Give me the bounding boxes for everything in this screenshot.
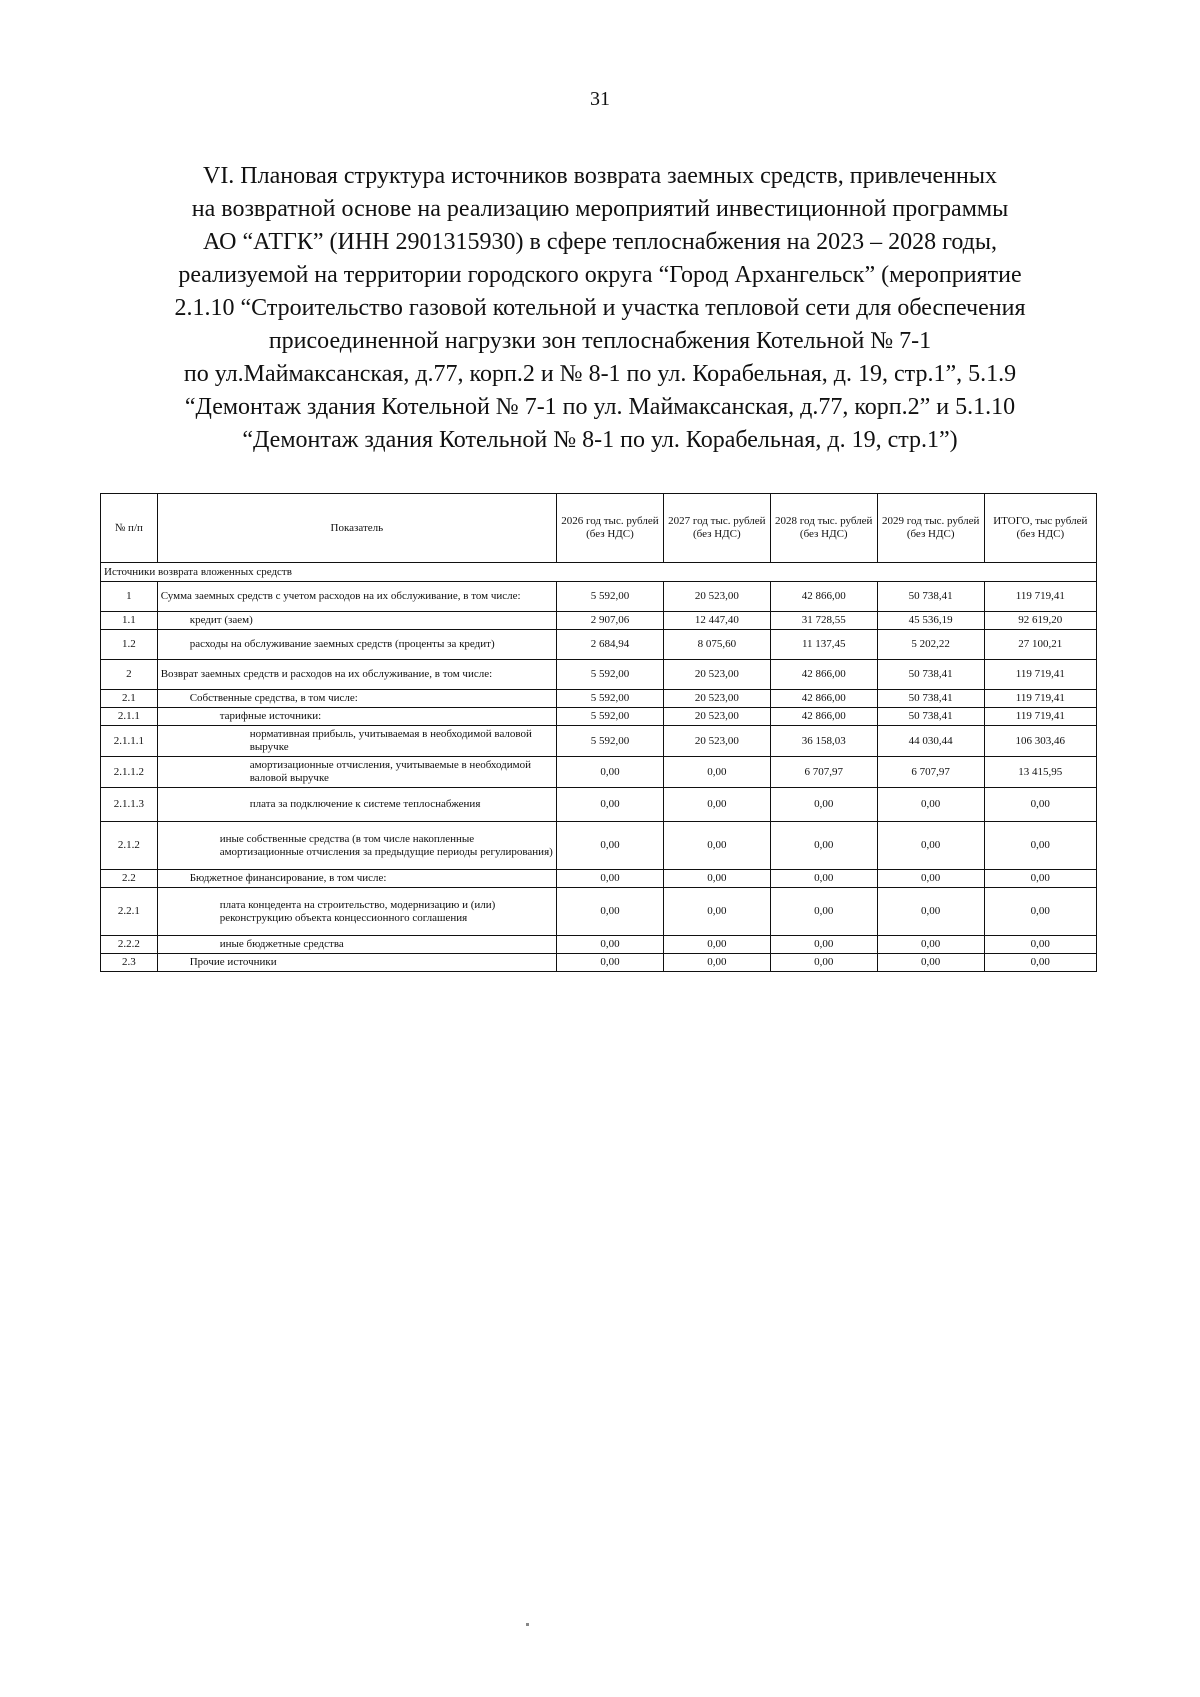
value-total: 119 719,41 xyxy=(984,660,1096,690)
value-2028: 11 137,45 xyxy=(770,630,877,660)
table-row xyxy=(101,612,1097,630)
title-line: присоединенной нагрузки зон теплоснабжения Котельной № 7-1 xyxy=(268,328,932,354)
header-2027: 2027 год тыс. рублей (без НДС) xyxy=(663,494,770,563)
row-label: Возврат заемных средств и расходов на их обслуживание, в том числе: xyxy=(157,660,556,690)
row-number: 2.2.1 xyxy=(101,888,158,936)
value-total: 27 100,21 xyxy=(984,630,1096,660)
table-row xyxy=(101,936,1097,954)
value-2028: 0,00 xyxy=(770,936,877,954)
sources-table xyxy=(100,493,1097,972)
value-2029: 0,00 xyxy=(877,870,984,888)
value-total: 0,00 xyxy=(984,954,1096,972)
title-line: АО “АТГК” (ИНН 2901315930) в сфере теплоснабжения на 2023 – 2028 годы, xyxy=(202,229,997,255)
row-number: 2.1.1.3 xyxy=(101,788,158,822)
value-total: 13 415,95 xyxy=(984,757,1096,788)
value-2026: 2 907,06 xyxy=(556,612,663,630)
row-label: тарифные источники: xyxy=(157,708,556,726)
title-line: “Демонтаж здания Котельной № 8-1 по ул. Корабельная, д. 19, стр.1”) xyxy=(242,427,958,453)
table-row xyxy=(101,582,1097,612)
row-number: 1.2 xyxy=(101,630,158,660)
value-2029: 45 536,19 xyxy=(877,612,984,630)
header-2026: 2026 год тыс. рублей (без НДС) xyxy=(556,494,663,563)
value-2029: 50 738,41 xyxy=(877,708,984,726)
value-2029: 0,00 xyxy=(877,822,984,870)
value-2028: 42 866,00 xyxy=(770,660,877,690)
row-label: иные собственные средства (в том числе накопленные амортизационные отчисления за предыдущие периоды регулирования) xyxy=(157,822,556,870)
value-2029: 0,00 xyxy=(877,888,984,936)
value-2028: 0,00 xyxy=(770,888,877,936)
title-line: на возвратной основе на реализацию мероприятий инвестиционной программы xyxy=(191,196,1009,222)
row-number: 2.2.2 xyxy=(101,936,158,954)
header-num: № п/п xyxy=(101,494,158,563)
title-line: реализуемой на территории городского округа “Город Архангельск” (мероприятие xyxy=(178,262,1022,288)
value-2027: 0,00 xyxy=(663,822,770,870)
value-2028: 31 728,55 xyxy=(770,612,877,630)
value-total: 119 719,41 xyxy=(984,708,1096,726)
value-2026: 0,00 xyxy=(556,954,663,972)
value-2027: 20 523,00 xyxy=(663,726,770,757)
value-2027: 20 523,00 xyxy=(663,690,770,708)
value-total: 0,00 xyxy=(984,888,1096,936)
scan-dot xyxy=(526,1623,529,1626)
value-2029: 50 738,41 xyxy=(877,690,984,708)
table-row xyxy=(101,822,1097,870)
value-2027: 8 075,60 xyxy=(663,630,770,660)
row-label: Прочие источники xyxy=(157,954,556,972)
value-2026: 5 592,00 xyxy=(556,690,663,708)
value-2026: 5 592,00 xyxy=(556,582,663,612)
row-label: иные бюджетные средства xyxy=(157,936,556,954)
value-2026: 5 592,00 xyxy=(556,726,663,757)
value-2026: 0,00 xyxy=(556,888,663,936)
value-total: 119 719,41 xyxy=(984,690,1096,708)
value-2028: 0,00 xyxy=(770,822,877,870)
row-label: нормативная прибыль, учитываемая в необходимой валовой выручке xyxy=(157,726,556,757)
value-2028: 0,00 xyxy=(770,870,877,888)
table-row xyxy=(101,690,1097,708)
row-number: 2.2 xyxy=(101,870,158,888)
header-2029: 2029 год тыс. рублей (без НДС) xyxy=(877,494,984,563)
table-row xyxy=(101,788,1097,822)
row-number: 2.1.2 xyxy=(101,822,158,870)
value-2026: 0,00 xyxy=(556,757,663,788)
value-2029: 0,00 xyxy=(877,936,984,954)
table-row xyxy=(101,757,1097,788)
value-2028: 36 158,03 xyxy=(770,726,877,757)
value-2027: 20 523,00 xyxy=(663,660,770,690)
row-number: 2 xyxy=(101,660,158,690)
row-number: 2.1.1 xyxy=(101,708,158,726)
table-row xyxy=(101,954,1097,972)
value-2027: 0,00 xyxy=(663,757,770,788)
value-2028: 42 866,00 xyxy=(770,690,877,708)
section-title: Источники возврата вложенных средств xyxy=(101,563,1097,582)
table-row xyxy=(101,870,1097,888)
section-row xyxy=(101,563,1097,582)
row-label: Собственные средства, в том числе: xyxy=(157,690,556,708)
table-row xyxy=(101,726,1097,757)
row-number: 1 xyxy=(101,582,158,612)
title-line: “Демонтаж здания Котельной № 7-1 по ул. Маймаксанская, д.77, корп.2” и 5.1.10 xyxy=(184,394,1016,420)
value-2029: 5 202,22 xyxy=(877,630,984,660)
table-row xyxy=(101,708,1097,726)
value-2028: 42 866,00 xyxy=(770,582,877,612)
value-2026: 5 592,00 xyxy=(556,660,663,690)
value-2029: 6 707,97 xyxy=(877,757,984,788)
value-2027: 20 523,00 xyxy=(663,582,770,612)
value-2027: 20 523,00 xyxy=(663,708,770,726)
value-total: 0,00 xyxy=(984,788,1096,822)
title-line: 2.1.10 “Строительство газовой котельной и участка тепловой сети для обеспечения xyxy=(174,295,1026,321)
value-2027: 0,00 xyxy=(663,870,770,888)
value-total: 0,00 xyxy=(984,870,1096,888)
title-line: по ул.Маймаксанская, д.77, корп.2 и № 8-1 по ул. Корабельная, д. 19, стр.1”, 5.1.9 xyxy=(183,361,1017,387)
value-2028: 6 707,97 xyxy=(770,757,877,788)
value-2029: 0,00 xyxy=(877,788,984,822)
value-total: 0,00 xyxy=(984,822,1096,870)
value-2026: 0,00 xyxy=(556,822,663,870)
value-2026: 5 592,00 xyxy=(556,708,663,726)
row-label: плата за подключение к системе теплоснабжения xyxy=(157,788,556,822)
value-2029: 50 738,41 xyxy=(877,582,984,612)
document-title xyxy=(100,160,1100,457)
table-row xyxy=(101,660,1097,690)
row-number: 2.3 xyxy=(101,954,158,972)
value-2026: 0,00 xyxy=(556,936,663,954)
value-2026: 0,00 xyxy=(556,788,663,822)
value-2029: 50 738,41 xyxy=(877,660,984,690)
row-number: 2.1 xyxy=(101,690,158,708)
title-line: VI. Плановая структура источников возврата заемных средств, привлеченных xyxy=(202,163,998,189)
value-total: 119 719,41 xyxy=(984,582,1096,612)
value-2029: 44 030,44 xyxy=(877,726,984,757)
value-2027: 12 447,40 xyxy=(663,612,770,630)
row-label: Бюджетное финансирование, в том числе: xyxy=(157,870,556,888)
value-2028: 0,00 xyxy=(770,954,877,972)
row-number: 1.1 xyxy=(101,612,158,630)
value-total: 0,00 xyxy=(984,936,1096,954)
page-number: 31 xyxy=(590,88,610,110)
value-2027: 0,00 xyxy=(663,936,770,954)
value-total: 106 303,46 xyxy=(984,726,1096,757)
value-2029: 0,00 xyxy=(877,954,984,972)
value-2028: 0,00 xyxy=(770,788,877,822)
row-label: расходы на обслуживание заемных средств (проценты за кредит) xyxy=(157,630,556,660)
row-label: Сумма заемных средств с учетом расходов на их обслуживание, в том числе: xyxy=(157,582,556,612)
header-2028: 2028 год тыс. рублей (без НДС) xyxy=(770,494,877,563)
table-row xyxy=(101,630,1097,660)
value-2026: 2 684,94 xyxy=(556,630,663,660)
header-indicator: Показатель xyxy=(157,494,556,563)
table-header-row xyxy=(101,494,1097,563)
row-label: амортизационные отчисления, учитываемые в необходимой валовой выручке xyxy=(157,757,556,788)
value-2028: 42 866,00 xyxy=(770,708,877,726)
value-2027: 0,00 xyxy=(663,788,770,822)
table-row xyxy=(101,888,1097,936)
row-number: 2.1.1.1 xyxy=(101,726,158,757)
value-2027: 0,00 xyxy=(663,954,770,972)
value-total: 92 619,20 xyxy=(984,612,1096,630)
row-number: 2.1.1.2 xyxy=(101,757,158,788)
row-label: плата концедента на строительство, модернизацию и (или) реконструкцию объекта концессионного соглашения xyxy=(157,888,556,936)
header-total: ИТОГО, тыс рублей (без НДС) xyxy=(984,494,1096,563)
row-label: кредит (заем) xyxy=(157,612,556,630)
value-2026: 0,00 xyxy=(556,870,663,888)
value-2027: 0,00 xyxy=(663,888,770,936)
